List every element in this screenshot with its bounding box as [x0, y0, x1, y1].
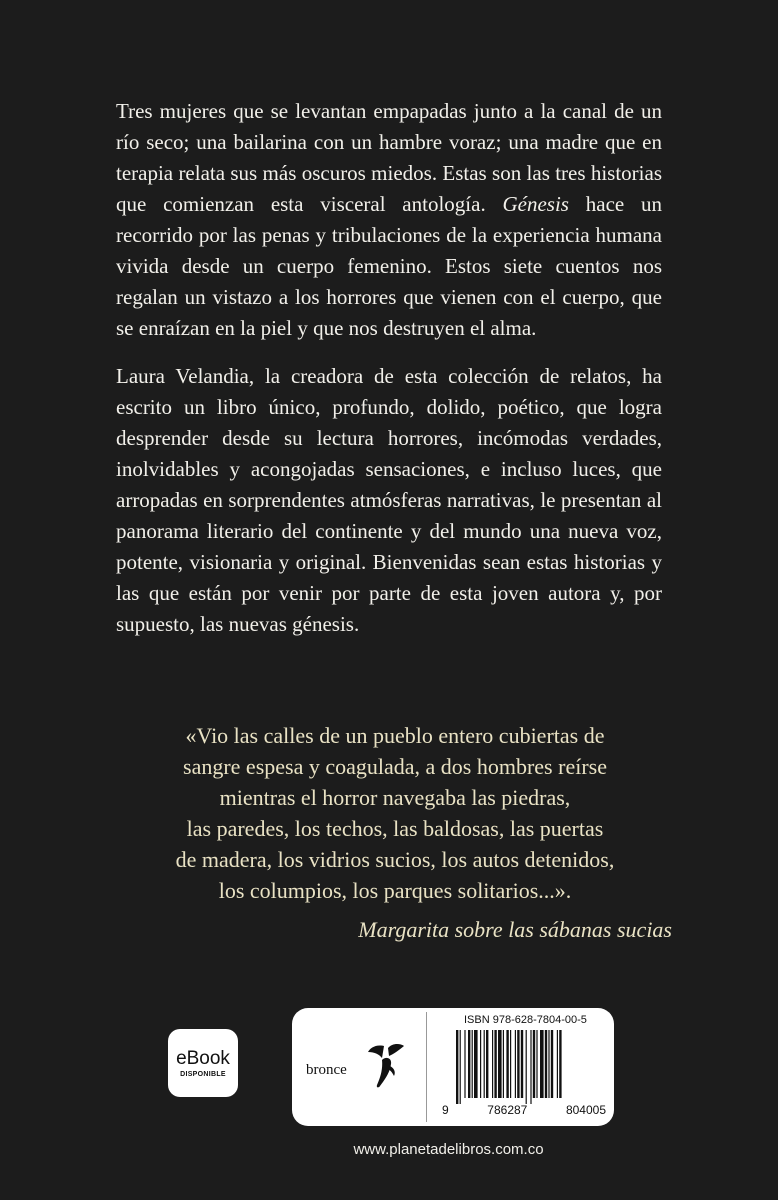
barcode-bar: [559, 1030, 561, 1098]
barcode-bar: [533, 1030, 535, 1098]
barcode: [456, 1030, 606, 1104]
quote-source: Margarita sobre las sábanas sucias: [358, 917, 672, 942]
synopsis: [116, 96, 662, 657]
barcode-bar: [456, 1030, 458, 1104]
barcode-digits: [442, 1103, 606, 1117]
ebook-badge: [168, 1029, 238, 1097]
barcode-bar: [486, 1030, 488, 1098]
excerpt-quote: [116, 720, 674, 906]
divider: [426, 1012, 427, 1122]
synopsis-paragraph-1: [116, 96, 662, 344]
quote-line: sangre espesa y coagulada, a dos hombres reírse: [183, 754, 607, 779]
barcode-bar: [526, 1030, 527, 1104]
barcode-bar: [557, 1030, 558, 1098]
barcode-digit-lead: 9: [442, 1103, 449, 1117]
barcode-bar: [498, 1030, 502, 1098]
barcode-bar: [548, 1030, 549, 1098]
barcode-panel: [292, 1008, 614, 1126]
barcode-bar: [472, 1030, 473, 1098]
barcode-bar: [503, 1030, 504, 1098]
synopsis-p1-start: Tres mujeres que se levantan empapadas junto a la canal de un río seco; una bailarina con un hambre voraz; una madre que en terapia relata sus más oscuros miedos. Estas son las tres historias que comienzan esta visceral antología.: [116, 99, 662, 216]
synopsis-p1-end: hace un recorrido por las penas y tribulaciones de la experiencia humana vivida desde un cuerpo femenino. Estos siete cuentos nos regalan un vistazo a los horrores que vienen con el cuerpo, que se enraízan en la piel y que nos destruyen el alma.: [116, 192, 662, 340]
barcode-digits-group-1: 786287: [487, 1103, 528, 1117]
barcode-bar: [474, 1030, 478, 1098]
barcode-bar: [480, 1030, 481, 1098]
publisher-website: www.planetadelibros.com.co: [353, 1141, 544, 1158]
barcode-bar: [515, 1030, 516, 1098]
barcode-bar: [540, 1030, 544, 1098]
barcode-bar: [521, 1030, 523, 1098]
barcode-bar: [551, 1030, 553, 1098]
barcode-bar: [545, 1030, 547, 1098]
barcode-bar: [484, 1030, 485, 1098]
barcode-bar: [506, 1030, 508, 1098]
publisher-name: bronce: [306, 1062, 347, 1078]
quote-line: las paredes, los techos, las baldosas, las puertas: [186, 816, 604, 841]
barcode-bar: [517, 1030, 519, 1098]
barcode-bar: [536, 1030, 537, 1098]
barcode-bar: [460, 1030, 461, 1104]
synopsis-paragraph-2: Laura Velandia, la creadora de esta colección de relatos, ha escrito un libro único, profundo, dolido, poético, que logra desprender desde su lectura horrores, incómodas verdades, inolvidables y acongojadas sensaciones, e incluso luces, que arropadas en sorprendentes atmósferas narrativas, le presentan al panorama literario del continente y del mundo una nueva voz, potente, visionaria y original. Bienvenidas sean estas historias y las que están por venir por parte de esta joven autora y, por supuesto, las nuevas génesis.: [116, 364, 662, 636]
quote-line: los columpios, los parques solitarios...».: [218, 878, 572, 903]
barcode-digits-group-2: 804005: [565, 1103, 606, 1117]
barcode-bar: [494, 1030, 496, 1098]
quote-line: «Vio las calles de un pueblo entero cubiertas de: [185, 723, 605, 748]
barcode-bar: [492, 1030, 493, 1098]
ebook-label: eBook: [176, 1047, 230, 1069]
quote-line: mientras el horror navegaba las piedras,: [219, 785, 571, 810]
ebook-sublabel: DISPONIBLE: [180, 1070, 226, 1078]
book-title: Génesis: [502, 192, 569, 216]
barcode-bar: [530, 1030, 531, 1104]
barcode-bar: [464, 1030, 465, 1098]
barcode-bar: [468, 1030, 470, 1098]
bronce-bird-logo-icon: [364, 1042, 408, 1092]
isbn-label: ISBN 978-628-7804-00-5: [464, 1014, 587, 1026]
quote-line: de madera, los vidrios sucios, los autos detenidos,: [175, 847, 615, 872]
barcode-bar: [510, 1030, 511, 1098]
